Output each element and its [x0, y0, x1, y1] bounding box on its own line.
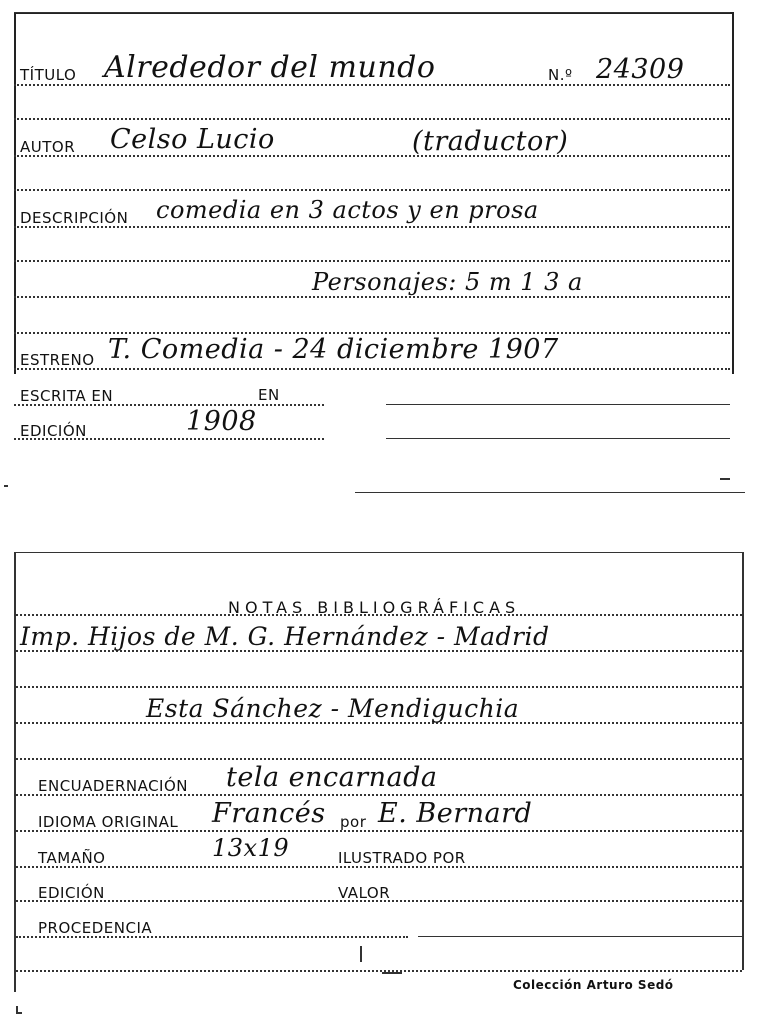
estreno-value: T. Comedia - 24 diciembre 1907	[108, 334, 559, 365]
valor-label: VALOR	[338, 884, 391, 902]
bottom-card-left-rule	[14, 552, 16, 992]
collection-credit: Colección Arturo Sedó	[513, 978, 674, 992]
notas-line-1: Imp. Hijos de M. G. Hernández - Madrid	[20, 622, 550, 651]
encuadernacion-value: tela encarnada	[226, 762, 438, 793]
scan-mark	[4, 485, 8, 487]
row-line	[14, 296, 730, 298]
row-line	[16, 614, 742, 616]
row-line	[386, 404, 730, 405]
notas-line-2: Esta Sánchez - Mendiguchia	[146, 694, 520, 723]
estreno-label: ESTRENO	[20, 351, 95, 369]
row-line	[14, 260, 730, 262]
autor-note: (traductor)	[412, 126, 569, 157]
escrita-en-en-label: EN	[258, 386, 280, 404]
row-line	[14, 118, 730, 120]
scan-mark	[720, 478, 730, 480]
escrita-en-label: ESCRITA EN	[20, 387, 114, 405]
row-line	[14, 155, 730, 157]
bottom-card-top-rule	[14, 552, 744, 553]
por-value: E. Bernard	[378, 798, 533, 829]
row-line	[355, 492, 745, 493]
autor-value: Celso Lucio	[110, 124, 275, 155]
autor-label: AUTOR	[20, 138, 76, 156]
procedencia-label: PROCEDENCIA	[38, 919, 153, 937]
tamano-value: 13x19	[212, 834, 290, 862]
titulo-value: Alrededor del mundo	[104, 50, 436, 85]
scan-mark	[360, 946, 362, 962]
row-line	[16, 686, 742, 688]
row-line	[16, 970, 742, 972]
edicion-bottom-label: EDICIÓN	[38, 884, 105, 902]
descripcion-value: comedia en 3 actos y en prosa	[156, 196, 539, 224]
por-label: por	[340, 813, 367, 831]
bottom-card-right-rule	[742, 552, 744, 970]
numero-value: 24309	[596, 54, 685, 85]
row-line	[14, 368, 730, 370]
row-line	[14, 189, 730, 191]
top-card-top-rule	[14, 12, 730, 13]
numero-label: N.º	[548, 66, 573, 84]
row-line	[386, 438, 730, 439]
ilustrado-por-label: ILUSTRADO POR	[338, 849, 466, 867]
edicion-label: EDICIÓN	[20, 422, 87, 440]
descripcion-value-line2: Personajes: 5 m 1 3 a	[312, 268, 583, 296]
encuadernacion-label: ENCUADERNACIÓN	[38, 777, 189, 795]
idioma-original-value: Francés	[212, 798, 326, 829]
notas-heading: NOTAS BIBLIOGRÁFICAS	[228, 598, 521, 617]
row-line	[418, 936, 742, 937]
row-line	[16, 758, 742, 760]
titulo-label: TÍTULO	[20, 66, 77, 84]
descripcion-label: DESCRIPCIÓN	[20, 209, 129, 227]
scan-mark	[382, 972, 402, 974]
scan-mark	[16, 1012, 22, 1014]
tamano-label: TAMAÑO	[38, 849, 106, 867]
idioma-original-label: IDIOMA ORIGINAL	[38, 813, 179, 831]
edicion-value: 1908	[186, 406, 257, 437]
